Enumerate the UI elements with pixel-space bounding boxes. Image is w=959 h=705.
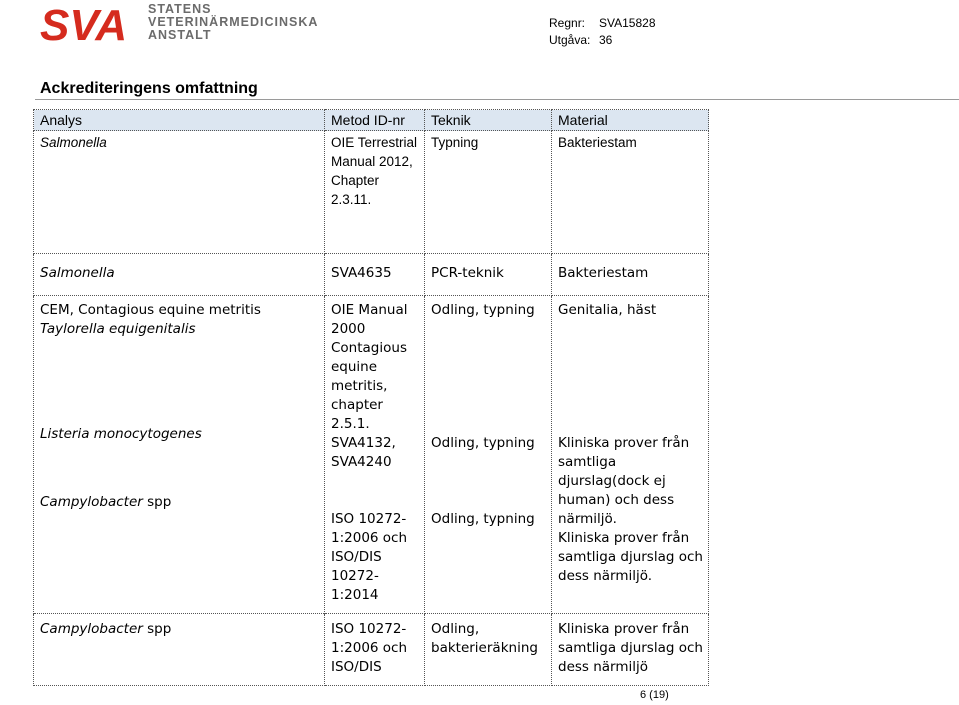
cell-teknik: Typning [425, 131, 552, 254]
table-row [34, 614, 709, 686]
teknik-cem: Odling, typning [431, 302, 535, 318]
metod-sva: SVA4132, SVA4240 [331, 435, 396, 470]
logo-line-2: VETERINÄRMEDICINSKA [148, 15, 319, 29]
logo-line-1: STATENS [148, 2, 212, 16]
document-id-block [549, 15, 656, 49]
regnr-label: Regnr: [549, 16, 586, 30]
cell-material [552, 296, 709, 614]
cell-analys: Campylobacter spp [34, 614, 325, 686]
analys-listeria: Listeria monocytogenes [40, 426, 202, 442]
table-header-row [34, 110, 709, 131]
cell-material: Bakteriestam [552, 131, 709, 254]
metod-iso: ISO 10272-1:2006 och ISO/DIS 10272-1:2014 [331, 511, 408, 603]
cell-metod: SVA4635 [325, 254, 425, 296]
table-row [34, 131, 709, 254]
column-header-analys: Analys [34, 110, 325, 131]
regnr-value: SVA15828 [599, 16, 656, 30]
cell-material: Kliniska prover från samtliga djurslag och dess närmiljö [552, 614, 709, 686]
material-listeria: Kliniska prover från samtliga djurslag(dock ej human) och dess närmiljö. [558, 435, 690, 527]
sva-logo-mark [40, 2, 140, 44]
table-row [34, 254, 709, 296]
column-header-teknik: Teknik [425, 110, 552, 131]
column-header-metod: Metod ID-nr [325, 110, 425, 131]
cell-analys [34, 296, 325, 614]
table-row [34, 296, 709, 614]
cell-material: Bakteriestam [552, 254, 709, 296]
cell-teknik [425, 296, 552, 614]
utgava-value: 36 [599, 33, 613, 47]
sva-logo [40, 2, 319, 44]
material-cem: Genitalia, häst [558, 302, 657, 318]
analys-italic-text: Taylorella equigenitalis [40, 321, 196, 337]
metod-oie: OIE Manual 2000 Contagious equine metritis, chapter 2.5.1. [331, 302, 408, 432]
cell-metod: OIE Terrestrial Manual 2012, Chapter 2.3.11. [325, 131, 425, 254]
material-campylobacter: Kliniska prover från samtliga djurslag och dess närmiljö. [558, 530, 703, 584]
cell-teknik: PCR-teknik [425, 254, 552, 296]
cell-analys: Salmonella [34, 131, 325, 254]
column-header-material: Material [552, 110, 709, 131]
logo-line-3: ANSTALT [148, 28, 212, 42]
title-rule [35, 99, 959, 100]
cell-metod: ISO 10272-1:2006 och ISO/DIS [325, 614, 425, 686]
page-title: Ackrediteringens omfattning [40, 80, 258, 97]
cell-metod [325, 296, 425, 614]
page-number: 6 (19) [640, 689, 669, 701]
sva-logo-letters: SVA [40, 2, 128, 44]
logo-wordmark [148, 3, 318, 42]
teknik-campylobacter: Odling, typning [431, 511, 535, 527]
analys-text: CEM, Contagious equine metritis [40, 302, 261, 318]
utgava-label: Utgåva: [549, 33, 591, 47]
cell-analys: Salmonella [34, 254, 325, 296]
accreditation-table [33, 109, 709, 686]
cell-teknik: Odling, bakterieräkning [425, 614, 552, 686]
teknik-listeria: Odling, typning [431, 435, 535, 451]
analys-campylobacter: Campylobacter spp [40, 494, 172, 510]
